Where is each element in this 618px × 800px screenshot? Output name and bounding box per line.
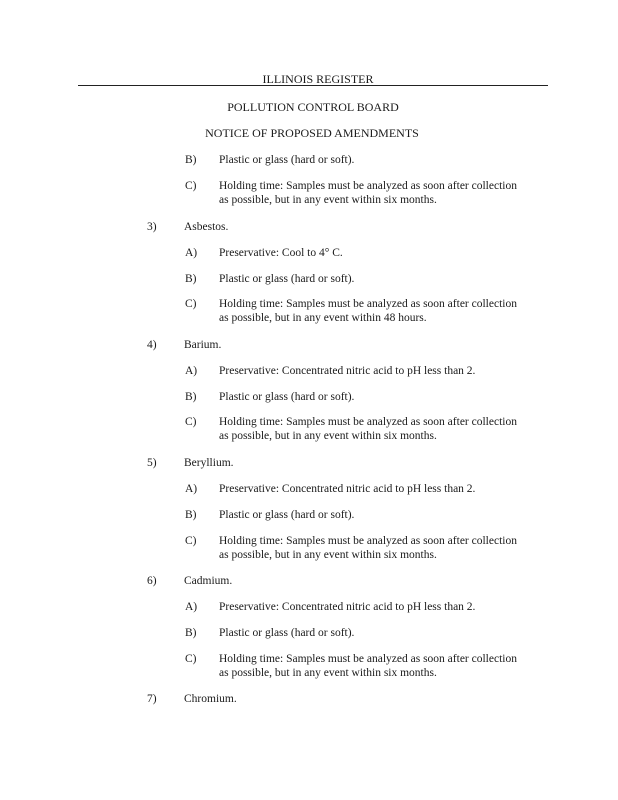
- item-text: Cadmium.: [184, 575, 233, 587]
- item-text: Chromium.: [184, 693, 237, 705]
- item-text: Preservative: Cool to 4° C.: [219, 247, 343, 259]
- item-text: Plastic or glass (hard or soft).: [219, 273, 355, 285]
- item-label: C): [185, 653, 197, 665]
- item-text: Holding time: Samples must be analyzed as soon after collection: [219, 180, 517, 192]
- item-text: Preservative: Concentrated nitric acid to pH less than 2.: [219, 365, 476, 377]
- item-label: A): [185, 483, 198, 495]
- item-label: B): [185, 627, 197, 639]
- item-label: A): [185, 247, 198, 259]
- item-label: C): [185, 416, 197, 428]
- item-text: Plastic or glass (hard or soft).: [219, 154, 355, 166]
- item-text: as possible, but in any event within 48 hours.: [219, 312, 427, 324]
- register-title: ILLINOIS REGISTER: [262, 72, 374, 86]
- item-text: as possible, but in any event within six months.: [219, 194, 437, 206]
- item-text: Holding time: Samples must be analyzed as soon after collection: [219, 535, 517, 547]
- item-text: Preservative: Concentrated nitric acid to pH less than 2.: [219, 483, 476, 495]
- item-number: 4): [147, 339, 157, 351]
- item-label: A): [185, 601, 198, 613]
- item-text: Plastic or glass (hard or soft).: [219, 391, 355, 403]
- item-text: Barium.: [184, 339, 222, 351]
- item-number: 6): [147, 575, 157, 587]
- item-text: Holding time: Samples must be analyzed as soon after collection: [219, 298, 517, 310]
- item-text: as possible, but in any event within six months.: [219, 667, 437, 679]
- item-text: Holding time: Samples must be analyzed as soon after collection: [219, 416, 517, 428]
- item-label: B): [185, 509, 197, 521]
- item-text: as possible, but in any event within six months.: [219, 549, 437, 561]
- item-number: 5): [147, 457, 157, 469]
- item-label: C): [185, 180, 197, 192]
- item-text: as possible, but in any event within six months.: [219, 430, 437, 442]
- item-number: 7): [147, 693, 157, 705]
- item-text: Preservative: Concentrated nitric acid to pH less than 2.: [219, 601, 476, 613]
- item-text: Plastic or glass (hard or soft).: [219, 627, 355, 639]
- item-text: Asbestos.: [184, 221, 229, 233]
- item-label: B): [185, 391, 197, 403]
- item-text: Plastic or glass (hard or soft).: [219, 509, 355, 521]
- item-text: Beryllium.: [184, 457, 234, 469]
- item-label: A): [185, 365, 198, 377]
- item-label: B): [185, 273, 197, 285]
- item-text: Holding time: Samples must be analyzed as soon after collection: [219, 653, 517, 665]
- notice-title: NOTICE OF PROPOSED AMENDMENTS: [205, 126, 419, 140]
- board-title: POLLUTION CONTROL BOARD: [227, 100, 399, 114]
- item-label: C): [185, 298, 197, 310]
- item-label: C): [185, 535, 197, 547]
- item-number: 3): [147, 221, 157, 233]
- item-label: B): [185, 154, 197, 166]
